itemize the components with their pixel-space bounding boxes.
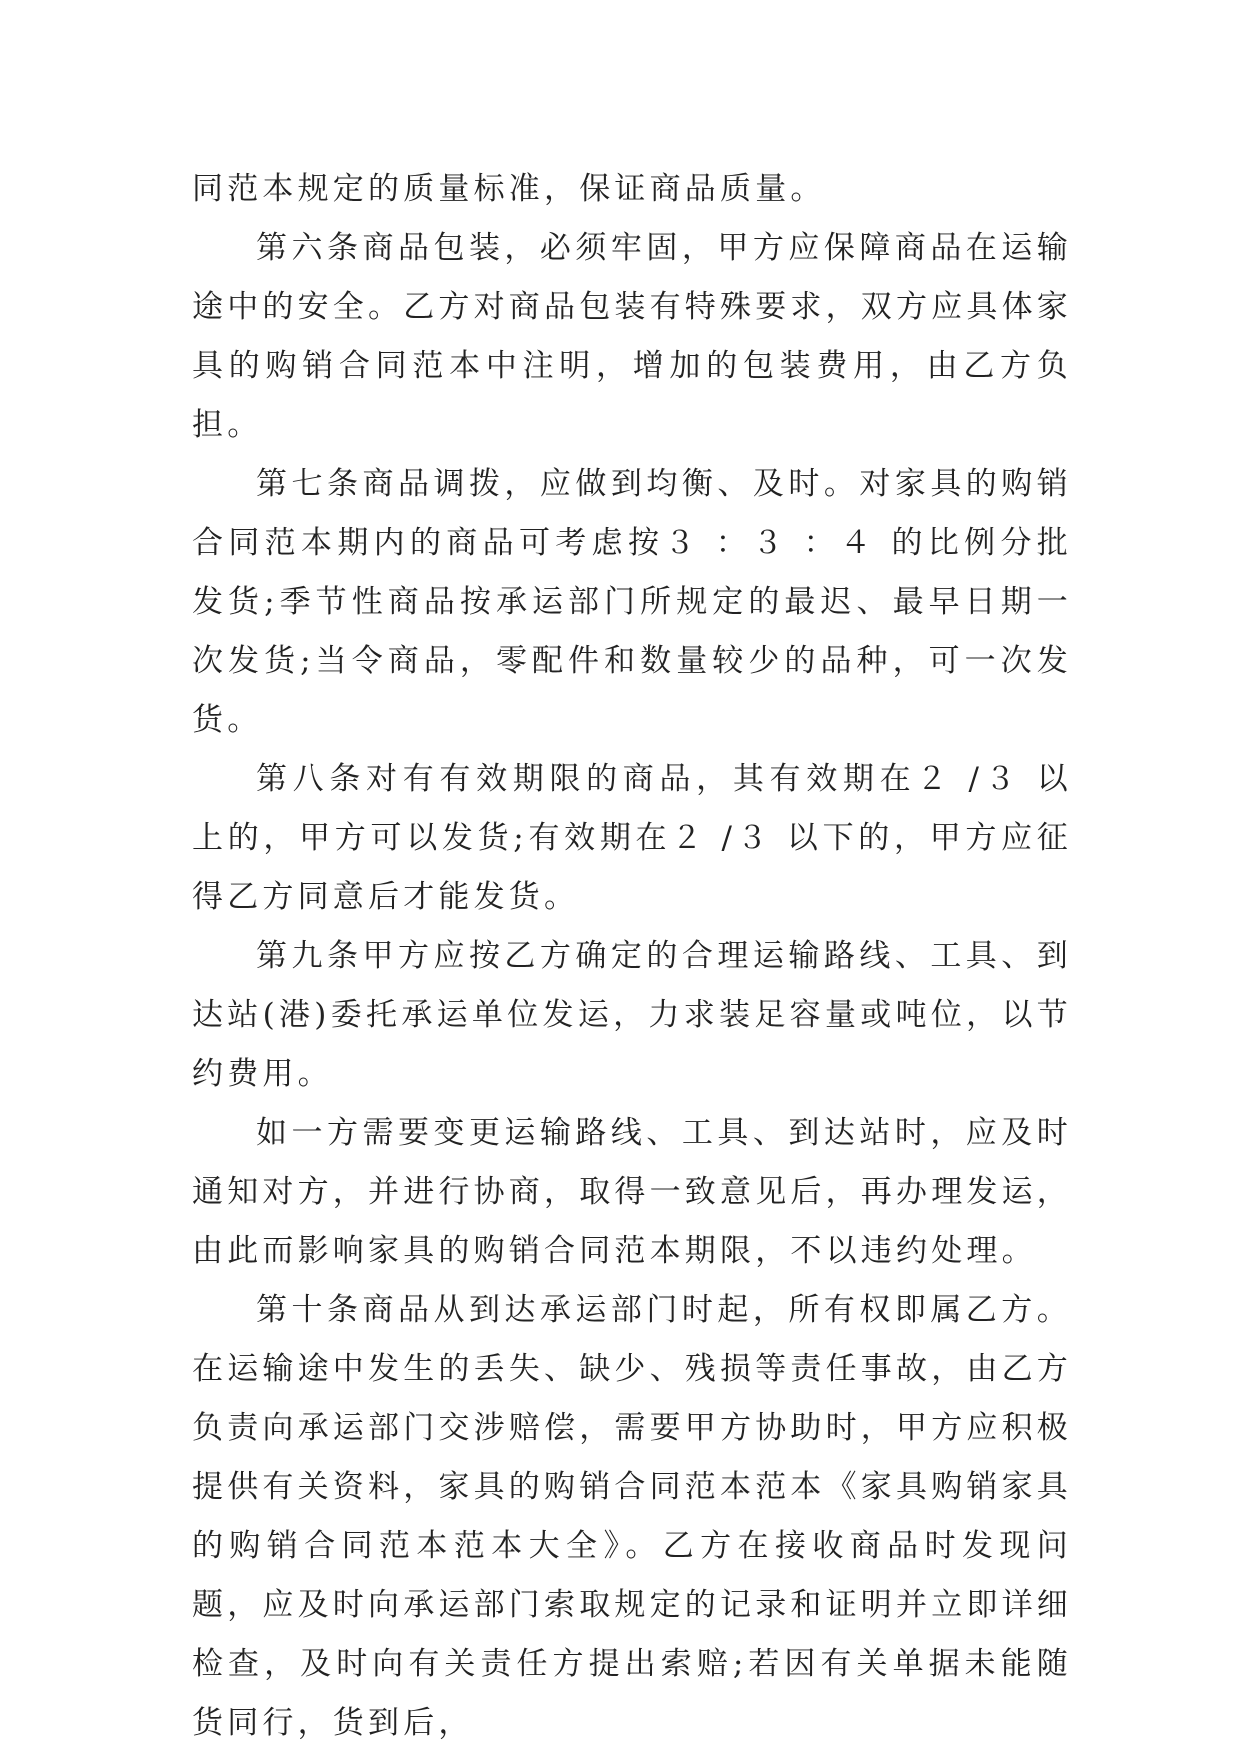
paragraph-article-7: 第七条商品调拨，应做到均衡、及时。对家具的购销合同范本期内的商品可考虑按３ ：３ ：４ 的比例分批发货;季节性商品按承运部门所规定的最迟、最早日期一次发货;当令商品，零配件和数量较少的品种，可一次发货。 bbox=[192, 466, 1072, 738]
paragraph-article-6: 第六条商品包装，必须牢固，甲方应保障商品在运输途中的安全。乙方对商品包装有特殊要求，双方应具体家具的购销合同范本中注明，增加的包装费用，由乙方负担。 bbox=[192, 230, 1072, 443]
paragraph-article-9: 第九条甲方应按乙方确定的合理运输路线、工具、到达站(港)委托承运单位发运，力求装足容量或吨位，以节约费用。 bbox=[192, 938, 1072, 1092]
paragraph-article-8: 第八条对有有效期限的商品，其有效期在２ /３ 以上的，甲方可以发货;有效期在２ /３ 以下的，甲方应征得乙方同意后才能发货。 bbox=[192, 761, 1072, 915]
paragraph-route-change: 如一方需要变更运输路线、工具、到达站时，应及时通知对方，并进行协商，取得一致意见后，再办理发运，由此而影响家具的购销合同范本期限，不以违约处理。 bbox=[192, 1115, 1072, 1269]
paragraph-continuation: 同范本规定的质量标准，保证商品质量。 bbox=[192, 171, 826, 207]
document-body bbox=[192, 160, 1072, 1753]
paragraph-article-10: 第十条商品从到达承运部门时起，所有权即属乙方。在运输途中发生的丢失、缺少、残损等责任事故，由乙方负责向承运部门交涉赔偿，需要甲方协助时，甲方应积极提供有关资料，家具的购销合同范本范本《家具购销家具的购销合同范本范本大全》。乙方在接收商品时发现问题，应及时向承运部门索取规定的记录和证明并立即详细检查，及时向有关责任方提出索赔;若因有关单据未能随货同行，货到后， bbox=[192, 1292, 1072, 1741]
